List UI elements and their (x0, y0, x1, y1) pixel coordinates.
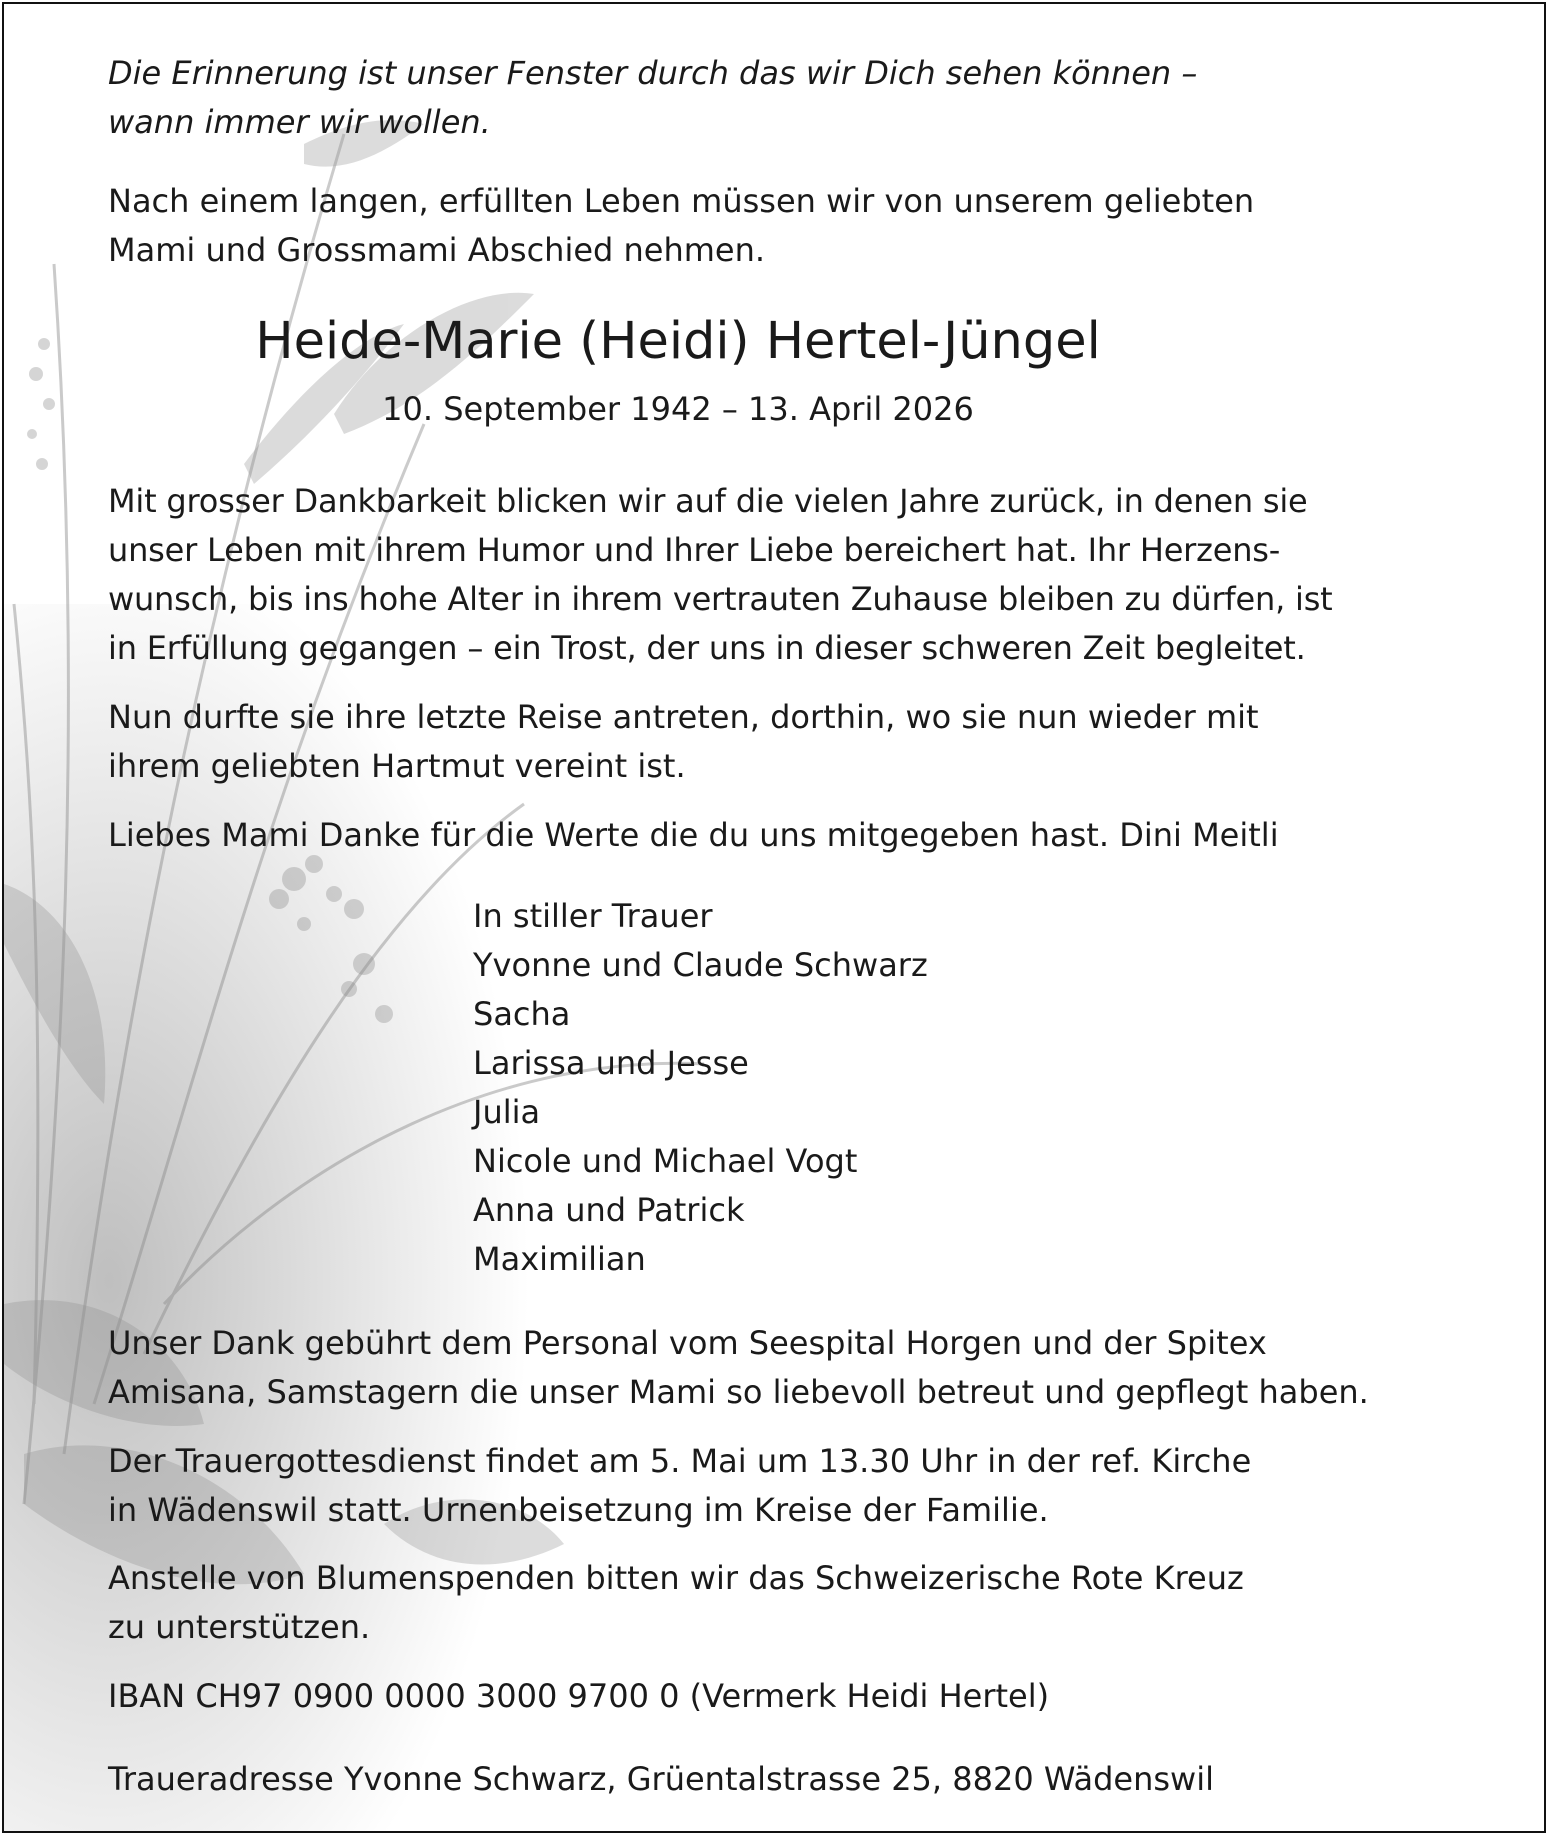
motto: Die Erinnerung ist unser Fenster durch das wir Dich sehen können – wann immer wir wollen. (108, 54, 1198, 141)
deceased-name: Heide-Marie (Heidi) Hertel-Jüngel (255, 312, 1101, 371)
service-paragraph: Der Trauergottesdienst findet am 5. Mai um 13.30 Uhr in der ref. Kirche in Wädenswil statt. Urnenbeisetzung im Kreise der Familie. (108, 1442, 1252, 1529)
mourner-line: Julia (473, 1093, 541, 1131)
thanks-paragraph: Unser Dank gebührt dem Personal vom Seespital Horgen und der Spitex Amisana, Samstagern die unser Mami so liebevoll betreut und gepflegt haben. (108, 1324, 1369, 1411)
mourner-line: Maximilian (473, 1240, 646, 1278)
mourner-line: Nicole und Michael Vogt (473, 1142, 858, 1180)
mourners-list (473, 892, 928, 1284)
gratitude-paragraph: Mit grosser Dankbarkeit blicken wir auf die vielen Jahre zurück, in denen sie unser Leben mit ihrem Humor und Ihrer Liebe bereichert hat. Ihr Herzens- wunsch, bis ins hohe Alter in ihrem vertrauten Zuhause bleiben zu dürfen, ist in Erfüllung gegangen – ein Trost, der uns in dieser schweren Zeit begleitet. (108, 482, 1333, 667)
daughters-message: Liebes Mami Danke für die Werte die du uns mitgegeben hast. Dini Meitli (108, 816, 1279, 854)
life-dates: 10. September 1942 – 13. April 2026 (382, 390, 974, 428)
journey-paragraph: Nun durfte sie ihre letzte Reise antreten, dorthin, wo sie nun wieder mit ihrem geliebten Hartmut vereint ist. (108, 698, 1259, 785)
notice-frame (2, 2, 1546, 1833)
mourner-line: Yvonne und Claude Schwarz (473, 946, 928, 984)
donation-paragraph: Anstelle von Blumenspenden bitten wir das Schweizerische Rote Kreuz zu unterstützen. (108, 1559, 1244, 1646)
mourner-line: Larissa und Jesse (473, 1044, 749, 1082)
intro-text: Nach einem langen, erfüllten Leben müssen wir von unserem geliebten Mami und Grossmami Abschied nehmen. (108, 182, 1255, 269)
mourner-line: Sacha (473, 995, 571, 1033)
iban-line: IBAN CH97 0900 0000 3000 9700 0 (Vermerk Heidi Hertel) (108, 1677, 1050, 1715)
mourner-line: In stiller Trauer (473, 897, 713, 935)
mourner-line: Anna und Patrick (473, 1191, 745, 1229)
mourning-address: Traueradresse Yvonne Schwarz, Grüentalstrasse 25, 8820 Wädenswil (108, 1760, 1214, 1798)
